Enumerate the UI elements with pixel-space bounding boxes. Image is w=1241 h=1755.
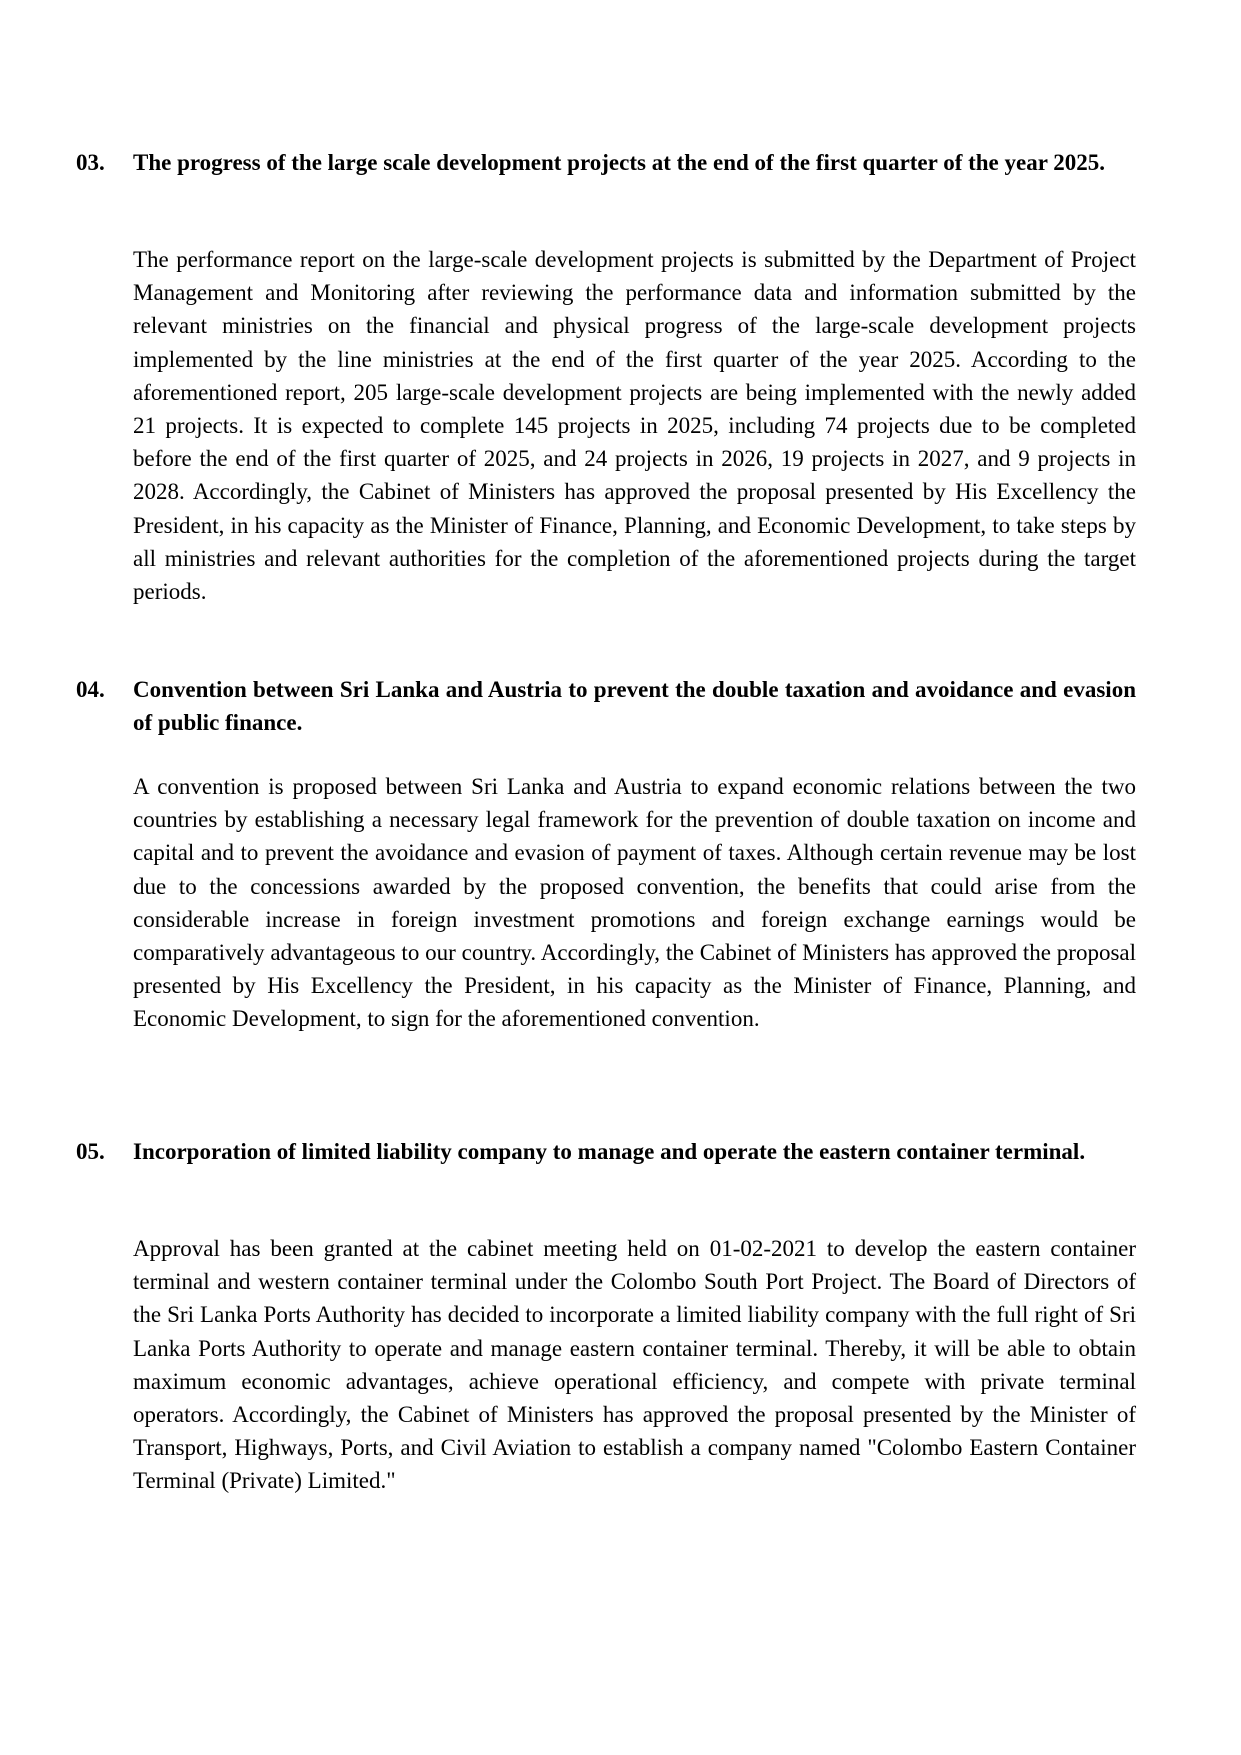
section-body: The performance report on the large-scale development projects is submitted by the Department of Project Management and Monitoring after reviewing the performance data and information submitted by the relevant ministries on the financial and physical progress of the large-scale development projects implemented by the line ministries at the end of the first quarter of the year 2025. According to the aforementioned report, 205 large-scale development projects are being implemented with the newly added 21 projects. It is expected to complete 145 projects in 2025, including 74 projects due to be completed before the end of the first quarter of 2025, and 24 projects in 2026, 19 projects in 2027, and 9 projects in 2028. Accordingly, the Cabinet of Ministers has approved the proposal presented by His Excellency the President, in his capacity as the Minister of Finance, Planning, and Economic Development, to take steps by all ministries and relevant authorities for the completion of the aforementioned projects during the target periods. [133,247,1136,605]
section-title: The progress of the large scale development projects at the end of the first quarter of the year 2025. [133,150,1106,175]
section-number: 03. [76,150,105,175]
section-title: Convention between Sri Lanka and Austria to prevent the double taxation and avoidance and evasion of public finance. [133,677,1136,735]
section-number: 05. [76,1139,105,1164]
section-body: A convention is proposed between Sri Lanka and Austria to expand economic relations between the two countries by establishing a necessary legal framework for the prevention of double taxation on income and capital and to prevent the avoidance and evasion of payment of taxes. Although certain revenue may be lost due to the concessions awarded by the proposed convention, the benefits that could arise from the considerable increase in foreign investment promotions and foreign exchange earnings would be comparatively advantageous to our country. Accordingly, the Cabinet of Ministers has approved the proposal presented by His Excellency the President, in his capacity as the Minister of Finance, Planning, and Economic Development, to sign for the aforementioned convention. [133,774,1136,1032]
section-title: Incorporation of limited liability company to manage and operate the eastern container terminal. [133,1139,1086,1164]
section-body: Approval has been granted at the cabinet meeting held on 01-02-2021 to develop the eastern container terminal and western container terminal under the Colombo South Port Project. The Board of Directors of the Sri Lanka Ports Authority has decided to incorporate a limited liability company with the full right of Sri Lanka Ports Authority to operate and manage eastern container terminal. Thereby, it will be able to obtain maximum economic advantages, achieve operational efficiency, and compete with private terminal operators. Accordingly, the Cabinet of Ministers has approved the proposal presented by the Minister of Transport, Highways, Ports, and Civil Aviation to establish a company named "Colombo Eastern Container Terminal (Private) Limited." [133,1236,1136,1494]
section-number: 04. [76,677,105,702]
